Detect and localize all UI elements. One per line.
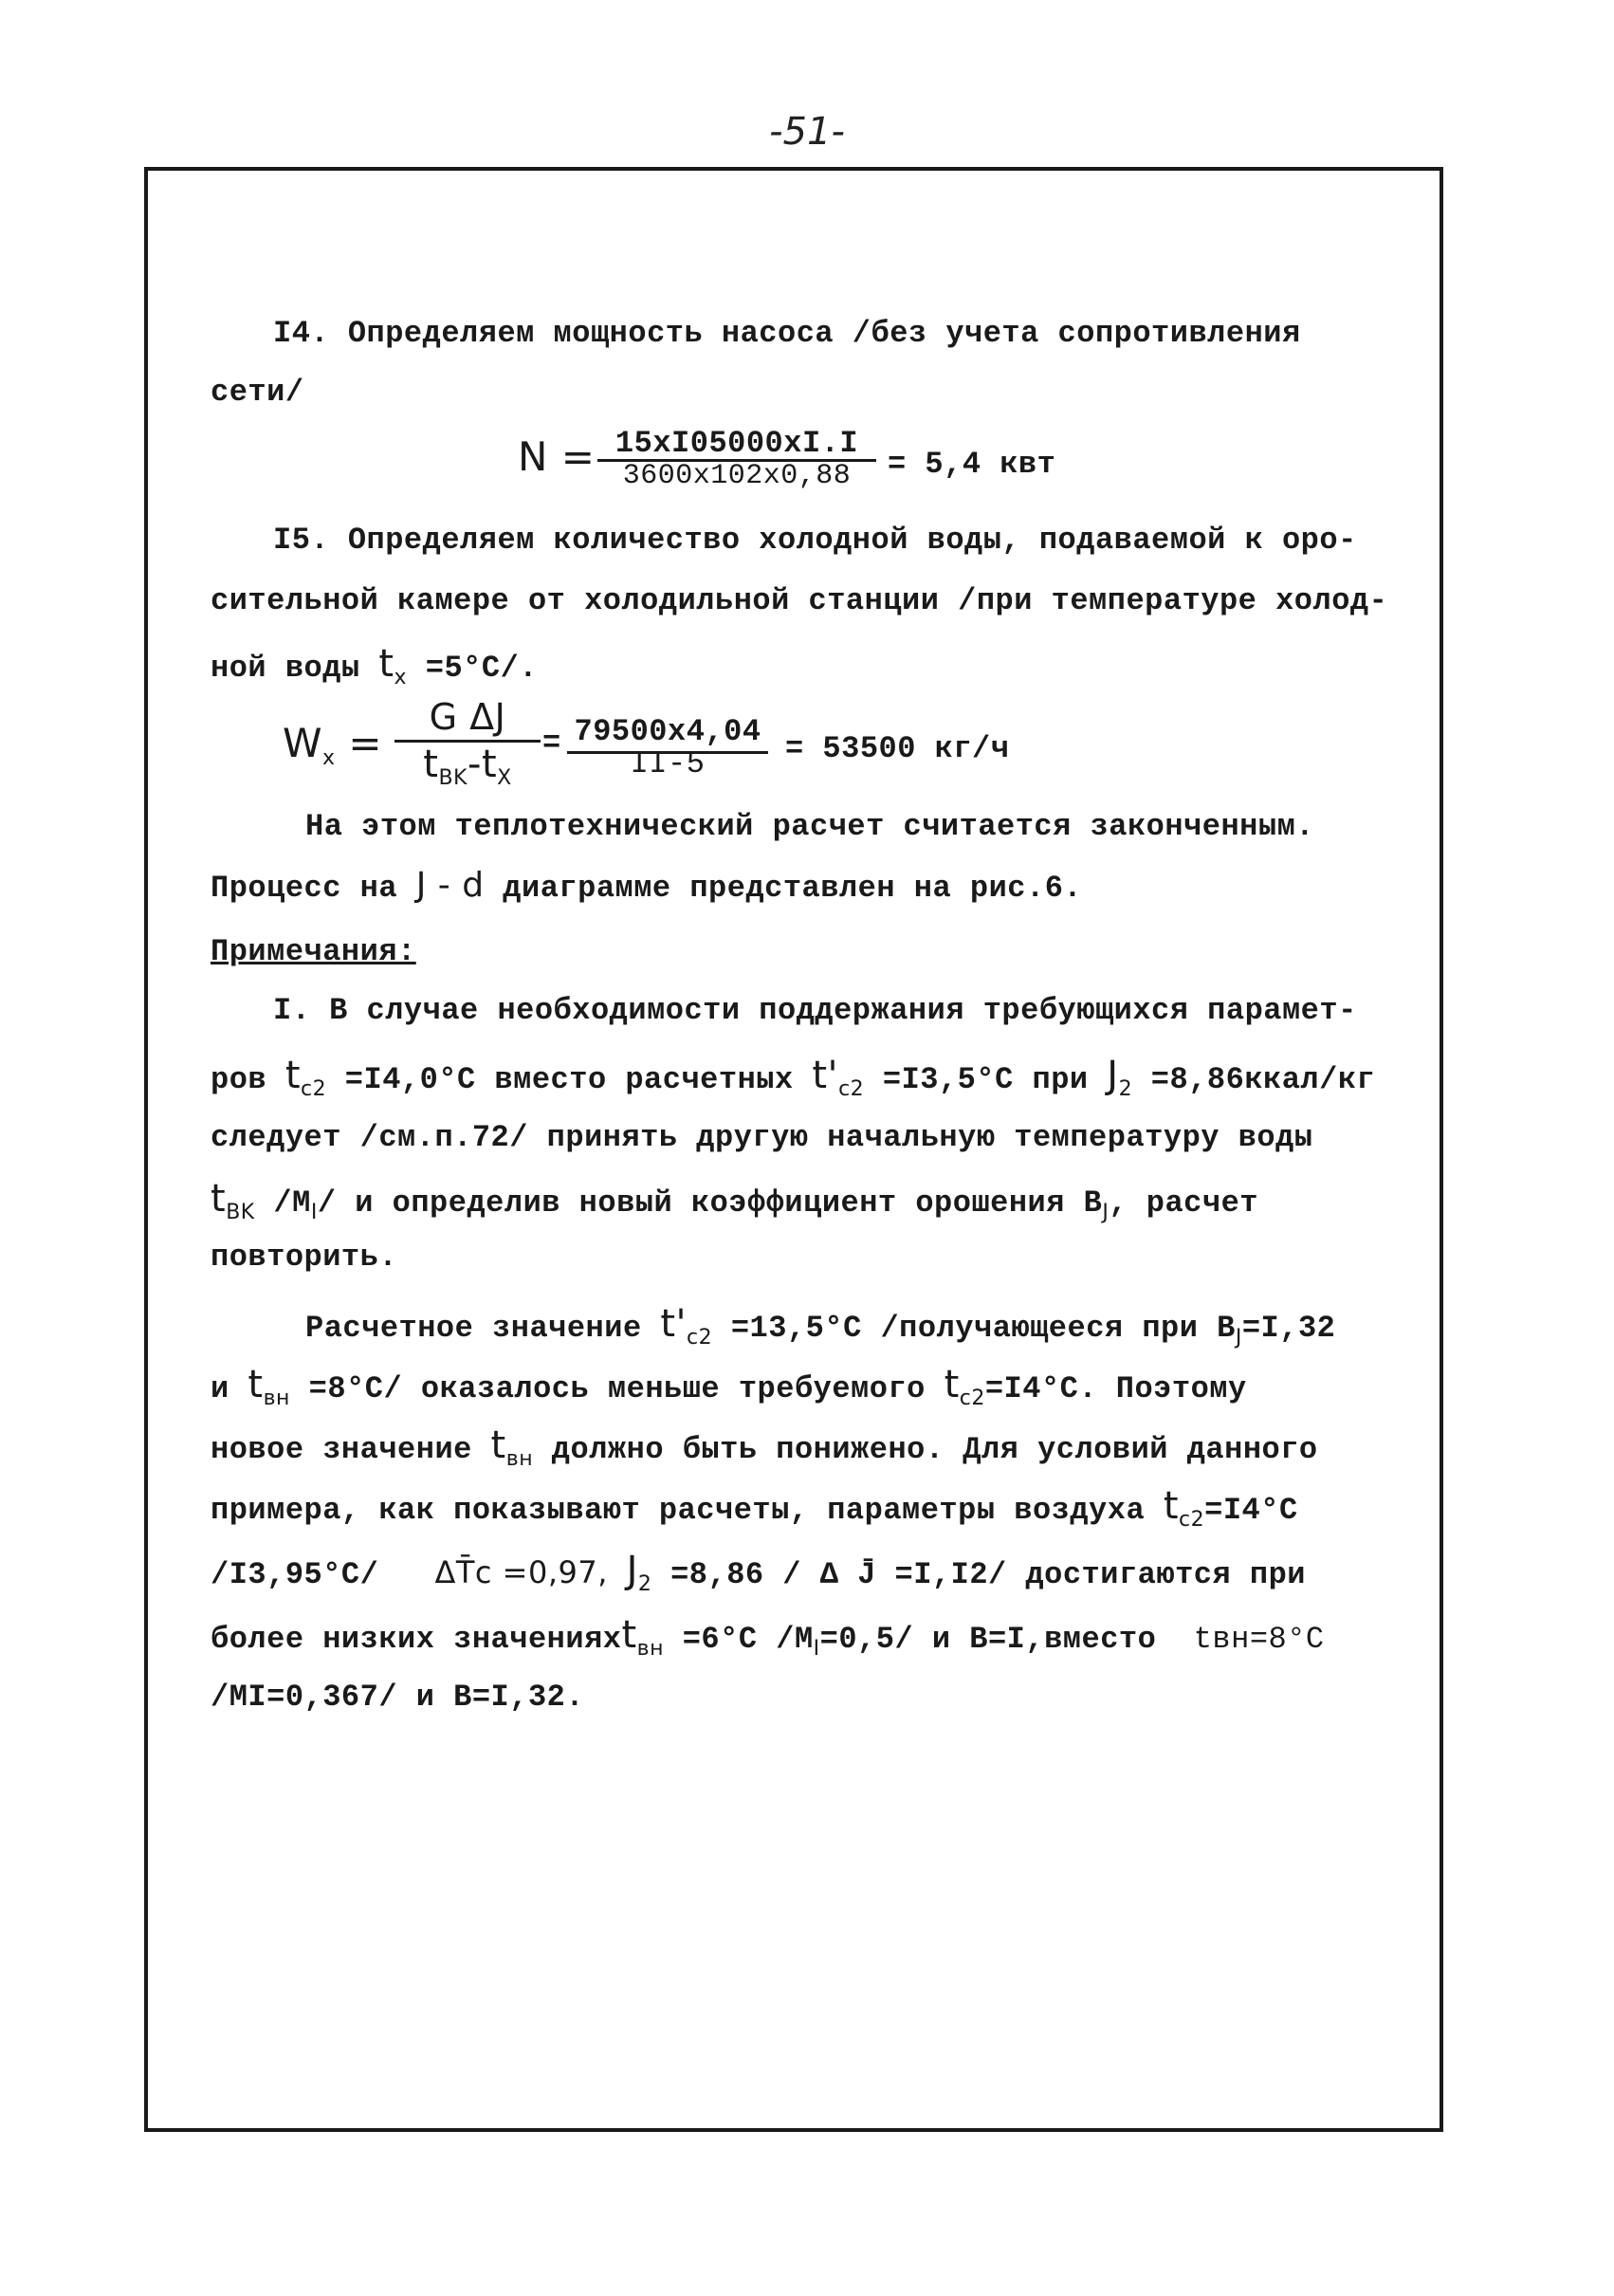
conclusion-line2-b: диаграмме представлен на рис.6.: [503, 871, 1083, 906]
note1-line2-c: =I3,5°C при: [882, 1062, 1089, 1097]
conclusion-line2: [211, 867, 1082, 908]
tbh-subscript-3: вн: [636, 1637, 665, 1661]
tc2-prime-symbol: t': [812, 1054, 839, 1097]
tbh-symbol: t: [248, 1363, 264, 1406]
para2-line2-b: =8°C/ оказалось меньше требуемого: [308, 1371, 926, 1406]
j2-symbol-2: J: [626, 1549, 638, 1592]
para2-line6-d: tвн=8°C: [1193, 1622, 1325, 1657]
para2-line6-a: более низких значениях: [211, 1622, 622, 1657]
para2-line7: /MI=0,367/ и B=I,32.: [211, 1680, 585, 1715]
tc2-prime-subscript-2: c2: [687, 1326, 713, 1350]
para2-line1-a: Расчетное значение: [305, 1311, 642, 1346]
t-x-den-symbol: t: [481, 743, 498, 786]
formula-w-subscript: x: [322, 746, 336, 770]
para2-line1: [305, 1302, 1336, 1350]
para2-line2: [211, 1363, 1247, 1410]
para2-line1-b: =13,5°C /получающееся при B: [730, 1311, 1236, 1346]
item15-line2: сительной камере от холодильной станции /при температуре холод-: [211, 583, 1388, 618]
para2-line4-b: =I4°C: [1204, 1493, 1298, 1528]
minus-sign: -: [468, 743, 482, 786]
para2-line4-a: примера, как показывают расчеты, параметры воздуха: [211, 1493, 1146, 1528]
note1-line2: [211, 1056, 1375, 1101]
tc2-symbol: t: [284, 1054, 301, 1097]
formula-w-frac2-numerator: 79500x4,04: [574, 714, 761, 749]
note1-line1: I. В случае необходимости поддержания требующихся парамет-: [273, 993, 1357, 1028]
item15-line3-suffix: =5°C/.: [425, 651, 538, 686]
item15-line3-prefix: ной воды: [211, 651, 360, 686]
tbk-symbol: t: [211, 1177, 227, 1221]
formula-n-result: = 5,4 квт: [888, 447, 1056, 482]
formula-w-symbol: W: [283, 720, 323, 766]
formula-w-fraction1: [394, 698, 541, 793]
para2-line2-a: и: [211, 1371, 229, 1406]
notes-heading: Примечания:: [211, 934, 416, 969]
page-number: -51-: [769, 110, 845, 154]
note1-line4-d: , расчет: [1109, 1185, 1258, 1221]
m1-subscript: I: [310, 1201, 318, 1224]
item14-line2: сети/: [211, 375, 304, 410]
formula-w-frac1-numerator: G ΔJ: [429, 696, 506, 738]
tc2-prime-subscript: c2: [838, 1077, 865, 1101]
para2-line3-b: должно быть понижено. Для условий данного: [551, 1432, 1318, 1467]
tc2-prime-symbol-2: t': [660, 1302, 688, 1346]
j2-subscript: 2: [1118, 1077, 1133, 1101]
formula-w-result: = 53500 кг/ч: [785, 731, 1010, 766]
tbh-subscript-2: вн: [505, 1447, 534, 1471]
para2-line3: [211, 1426, 1318, 1471]
formula-n-numerator: 15xI05000xI.I: [614, 426, 859, 461]
t-x-symbol: t: [378, 642, 394, 686]
conclusion-line2-a: Процесс на: [211, 871, 398, 906]
para2-line6-b: =6°C /M: [682, 1622, 814, 1657]
para2-line5-a: /I3,95°C/: [211, 1557, 379, 1592]
t-bk-subscript: BK: [438, 766, 468, 790]
tc2-subscript: c2: [301, 1077, 327, 1101]
m1-subscript-2: I: [813, 1637, 820, 1661]
tbh-symbol-3: t: [621, 1613, 637, 1657]
tbk-subscript: BK: [226, 1201, 255, 1224]
formula-n-lhs: N =: [518, 433, 596, 480]
note1-line4-b: /M: [273, 1185, 311, 1221]
bj-subscript-2: J: [1235, 1326, 1242, 1350]
formula-w-equals2: =: [542, 726, 561, 761]
formula-w-equals: =: [348, 720, 383, 766]
bj-subscript: J: [1102, 1201, 1110, 1224]
tbh-symbol-2: t: [490, 1424, 506, 1467]
para2-line6-c: =0,5/ и B=I,вместо: [819, 1622, 1157, 1657]
note1-line3: следует /см.п.72/ принять другую начальную температуру воды: [211, 1120, 1313, 1155]
t-x-den-subscript: X: [497, 766, 512, 790]
formula-w-lhs: [283, 720, 383, 770]
tbh-subscript: вн: [263, 1387, 290, 1410]
jd-symbol: J - d: [415, 866, 485, 905]
tc2-subscript-3: c2: [1179, 1508, 1205, 1532]
formula-w-fraction2: [567, 713, 768, 789]
tc2-symbol-3: t: [1163, 1484, 1180, 1528]
formula-n-denominator: 3600x102x0,88: [622, 460, 852, 492]
tc2-subscript-2: c2: [959, 1387, 985, 1410]
para2-line5-c: =8,86 / Δ J̄ =I,I2/ достигаются при: [670, 1557, 1306, 1592]
para2-line5: [211, 1549, 1306, 1596]
para2-line1-c: =I,32: [1241, 1311, 1336, 1346]
formula-w-frac1-denominator: [394, 745, 541, 790]
note1-line2-d: =8,86ккал/кг: [1150, 1062, 1376, 1097]
note1-line4: [211, 1177, 1258, 1224]
item15-line3: [211, 642, 538, 689]
para2-line4: [211, 1484, 1298, 1532]
note1-line2-a: ров: [211, 1062, 267, 1097]
formula-n-fraction: [597, 425, 876, 501]
conclusion-line1: На этом теплотехнический расчет считается законченным.: [305, 809, 1314, 844]
para2-line3-a: новое значение: [211, 1432, 472, 1467]
para2-line5-b: ΔT̄c =0,97,: [434, 1554, 608, 1590]
para2-line6: [211, 1613, 1325, 1661]
j2-symbol: J: [1107, 1054, 1119, 1097]
note1-line2-b: =I4,0°C вместо расчетных: [344, 1062, 794, 1097]
note1-line5: повторить.: [211, 1240, 398, 1275]
note1-line4-c: / и определив новый коэффициент орошения B: [317, 1185, 1103, 1221]
item14-line1: I4. Определяем мощность насоса /без учета сопротивления: [273, 316, 1301, 351]
item15-line1: I5. Определяем количество холодной воды, подаваемой к оро-: [273, 523, 1357, 558]
t-x-subscript: x: [394, 666, 408, 689]
j2-subscript-2: 2: [637, 1572, 652, 1596]
formula-w-frac2-denominator: II-5: [630, 746, 706, 781]
tc2-symbol-2: t: [944, 1363, 960, 1406]
t-bk-symbol: t: [423, 743, 439, 786]
para2-line2-c: =I4°C. Поэтому: [984, 1371, 1247, 1406]
